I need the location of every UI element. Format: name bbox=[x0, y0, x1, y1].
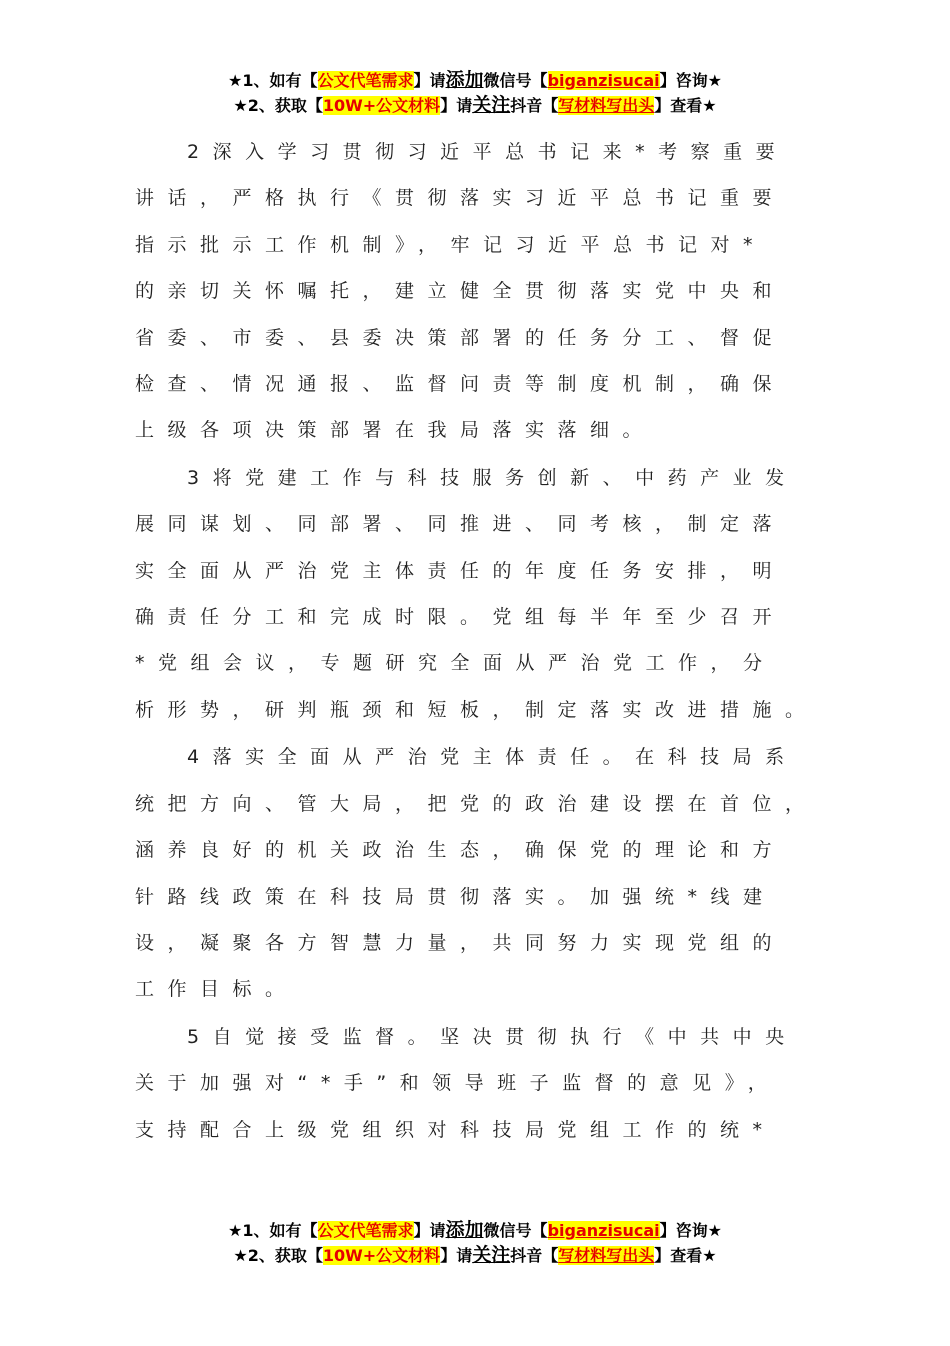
paragraph-line: 指示批示工作机制》，牢记习近平总书记对* bbox=[135, 233, 767, 256]
banner-wechat-id: biganzisucai bbox=[547, 1221, 660, 1240]
paragraph-line: 针路线政策在科技局贯彻落实。加强统*线建 bbox=[135, 885, 776, 908]
paragraph-line: 统把方向、管大局，把党的政治建设摆在首位， bbox=[135, 792, 818, 815]
paragraph-line: 析形势，研判瓶颈和短板，制定落实改进措施。 bbox=[135, 698, 818, 721]
document-body bbox=[135, 129, 845, 1153]
banner-highlight: 公文代笔需求 bbox=[317, 1221, 414, 1240]
paragraph-line: 3将党建工作与科技服务创新、中药产业发 bbox=[187, 466, 798, 489]
banner-emphasis: 关注 bbox=[472, 1244, 511, 1266]
paragraph-line: 5自觉接受监督。坚决贯彻执行《中共中央 bbox=[187, 1025, 798, 1048]
paragraph-line: 讲话，严格执行《贯彻落实习近平总书记重要 bbox=[135, 187, 786, 210]
paragraph-line: 展同谋划、同部署、同推进、同考核，制定落 bbox=[135, 513, 786, 536]
banner-douyin-id: 写材料写出头 bbox=[558, 96, 655, 115]
banner-highlight: 公文代笔需求 bbox=[317, 71, 414, 90]
banner-line-2: ★2、获取【10W+公文材料】请关注抖音【写材料写出头】查看★ bbox=[233, 1244, 717, 1266]
banner-emphasis: 添加 bbox=[445, 1219, 484, 1241]
footer-banner bbox=[0, 1218, 950, 1268]
paragraph-line: 关于加强对“*手”和领导班子监督的意见》， bbox=[135, 1072, 781, 1095]
banner-highlight: 10W+公文材料 bbox=[322, 1246, 441, 1265]
banner-highlight: 10W+公文材料 bbox=[322, 96, 441, 115]
paragraph-line: 实全面从严治党主体责任的年度任务安排，明 bbox=[135, 559, 786, 582]
paragraph-line: 4落实全面从严治党主体责任。在科技局系 bbox=[187, 746, 798, 769]
paragraph-line: 支持配合上级党组织对科技局党组工作的统* bbox=[135, 1118, 776, 1141]
paragraph-line: 2深入学习贯彻习近平总书记来*考察重要 bbox=[187, 141, 789, 163]
banner-line-2: ★2、获取【10W+公文材料】请关注抖音【写材料写出头】查看★ bbox=[233, 94, 717, 116]
banner-line-1: ★1、如有【公文代笔需求】请添加微信号【biganzisucai】咨询★ bbox=[228, 69, 722, 91]
paragraph-line: 省委、市委、县委决策部署的任务分工、督促 bbox=[135, 326, 786, 349]
paragraph-line: 检查、情况通报、监督问责等制度机制，确保 bbox=[135, 372, 786, 395]
banner-line-1: ★1、如有【公文代笔需求】请添加微信号【biganzisucai】咨询★ bbox=[228, 1219, 722, 1241]
paragraph-line: 的亲切关怀嘱托，建立健全贯彻落实党中央和 bbox=[135, 280, 786, 303]
paragraph-line: 工作目标。 bbox=[135, 978, 298, 1001]
banner-douyin-id: 写材料写出头 bbox=[558, 1246, 655, 1265]
header-banner bbox=[0, 68, 950, 118]
banner-wechat-id: biganzisucai bbox=[547, 71, 660, 90]
paragraph-line: 涵养良好的机关政治生态，确保党的理论和方 bbox=[135, 839, 786, 862]
banner-emphasis: 关注 bbox=[472, 94, 511, 116]
paragraph-line: 设，凝聚各方智慧力量，共同努力实现党组的 bbox=[135, 932, 786, 955]
banner-emphasis: 添加 bbox=[445, 69, 484, 91]
paragraph-line: 上级各项决策部署在我局落实落细。 bbox=[135, 419, 656, 442]
paragraph-line: *党组会议，专题研究全面从严治党工作，分 bbox=[135, 652, 776, 675]
paragraph-line: 确责任分工和完成时限。党组每半年至少召开 bbox=[135, 606, 786, 629]
